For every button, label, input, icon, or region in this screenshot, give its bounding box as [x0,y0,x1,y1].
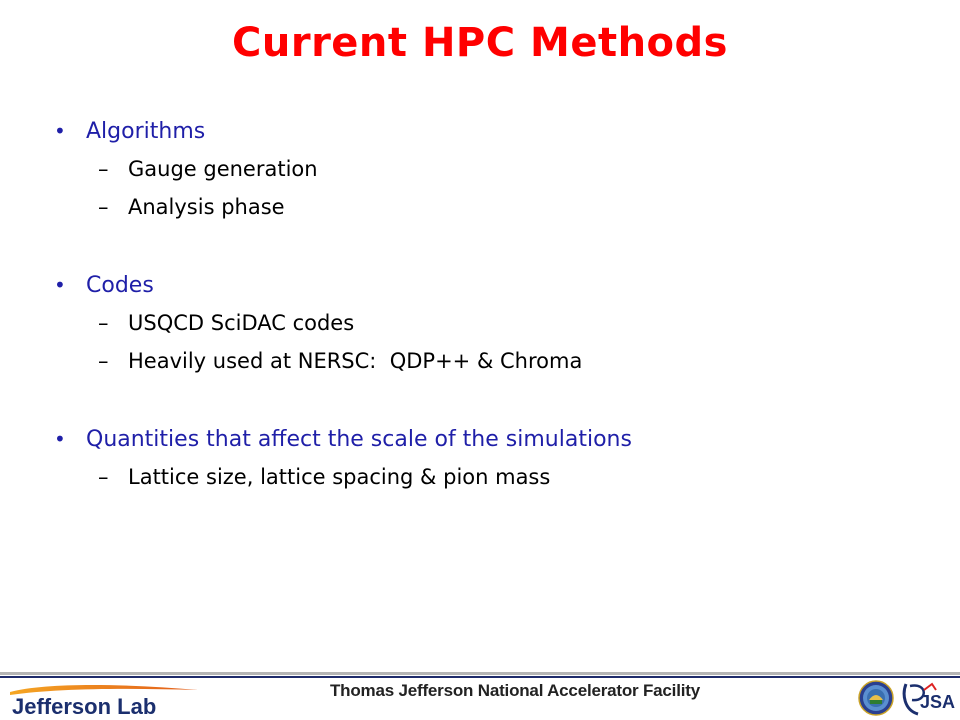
dash-marker: – [98,195,109,219]
dash-marker: – [98,465,109,489]
subitem-label: USQCD SciDAC codes [128,311,355,335]
jsa-logo [902,680,956,718]
bullet-codes [54,266,934,304]
svg-text:Jefferson Lab: Jefferson Lab [12,694,157,718]
bullet-label: Algorithms [86,119,206,144]
svg-text:JSA: JSA [920,692,956,712]
subitem-gauge-generation [54,150,934,188]
bullet-dot: • [54,427,66,451]
dash-marker: – [98,349,109,373]
slide-title: Current HPC Methods [232,20,728,66]
bullet-quantities [54,420,934,458]
subitem-nersc [54,342,934,380]
bullet-label: Codes [86,273,154,298]
bullet-dot: • [54,273,66,297]
slide-content [54,112,934,496]
subitem-lattice [54,458,934,496]
bullet-dot: • [54,119,66,143]
subitem-analysis-phase [54,188,934,226]
slide-footer [0,664,960,720]
doe-seal-icon [858,680,894,716]
subitem-label: Heavily used at NERSC: QDP++ & Chroma [128,349,583,373]
dash-marker: – [98,311,109,335]
bullet-algorithms [54,112,934,150]
subitem-usqcd-codes [54,304,934,342]
jefferson-lab-logo [8,684,208,718]
subitem-label: Analysis phase [128,195,285,219]
facility-name: Thomas Jefferson National Accelerator Facility [330,681,700,700]
subitem-label: Lattice size, lattice spacing & pion mass [128,465,551,489]
footer-divider [0,676,960,678]
dash-marker: – [98,157,109,181]
subitem-label: Gauge generation [128,157,318,181]
footer-divider [0,672,960,675]
bullet-label: Quantities that affect the scale of the simulations [86,427,632,452]
